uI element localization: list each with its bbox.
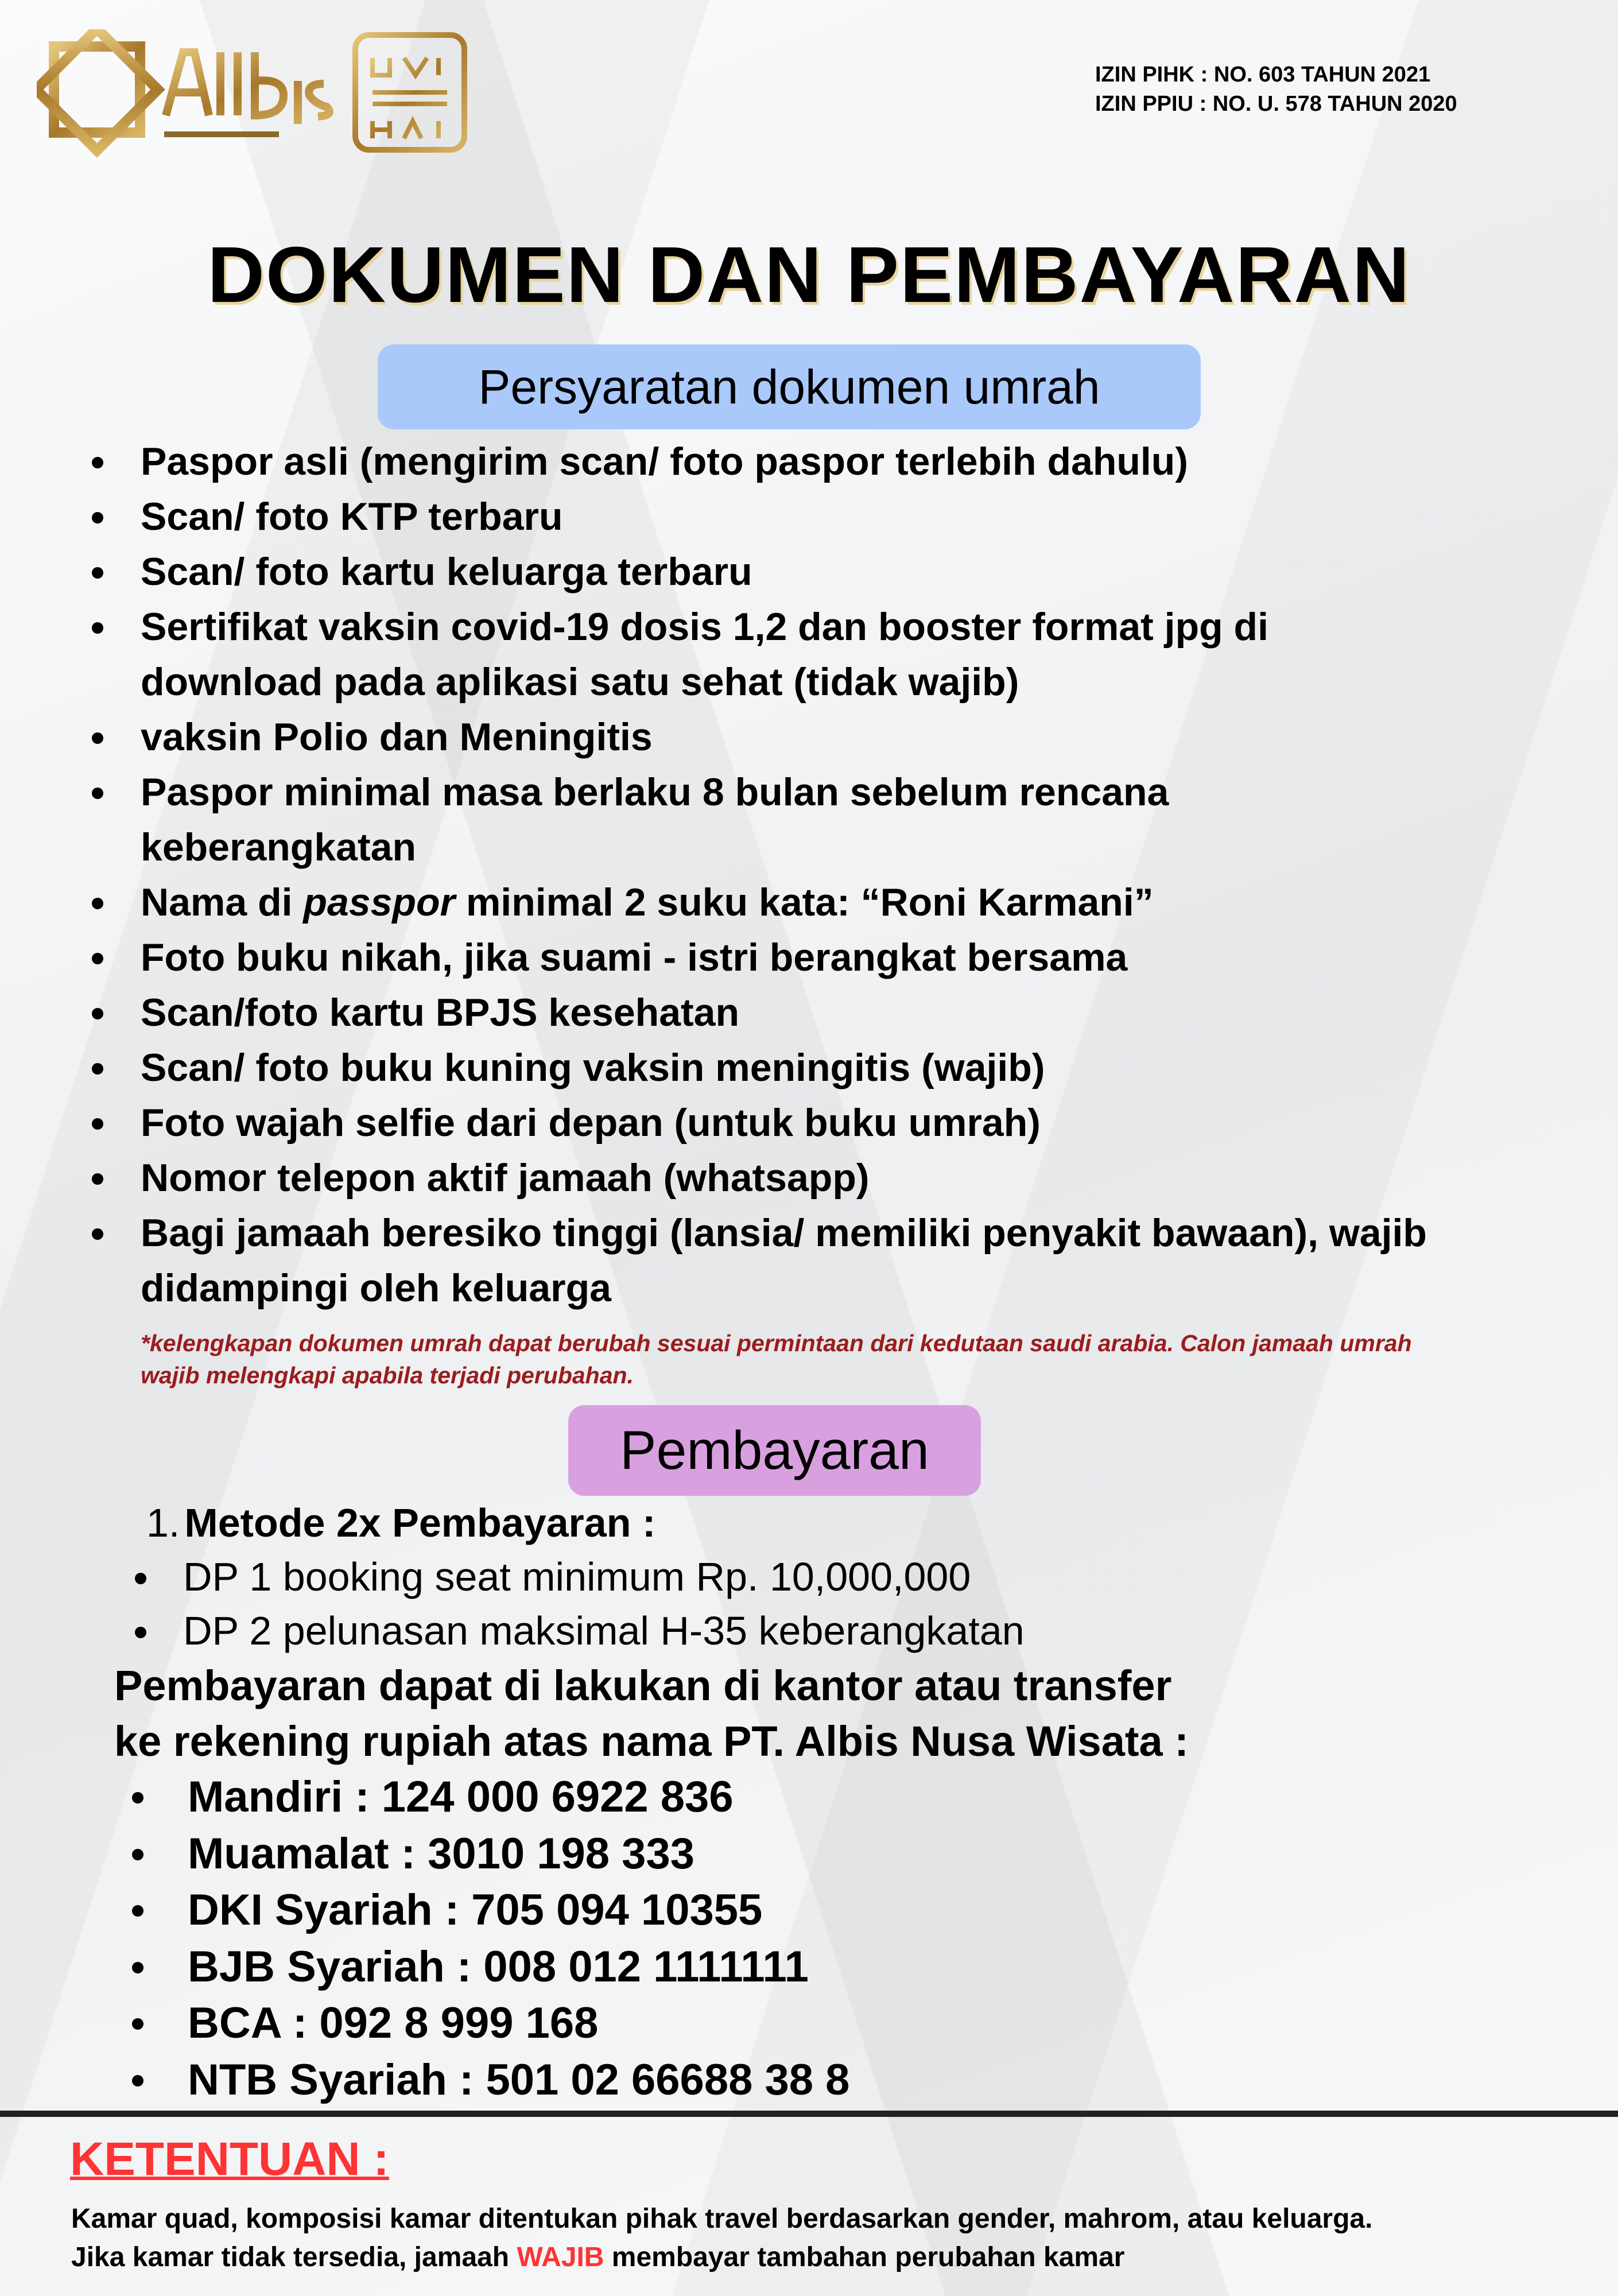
bank-account: Muamalat : 3010 198 333: [132, 1826, 1618, 1883]
umra-and-hajj-logo: [355, 35, 464, 150]
bank-account: DKI Syariah : 705 094 10355: [132, 1882, 1618, 1939]
list-item: Sertifikat vaksin covid-19 dosis 1,2 dan booster format jpg di download pada aplikasi satu sehat (tidak wajib): [92, 599, 1561, 709]
terms-line: [71, 2238, 1598, 2276]
main-content: [0, 434, 1618, 2276]
list-item: Bagi jamaah beresiko tinggi (lansia/ memiliki penyakit bawaan), wajib didampingi oleh keluarga: [92, 1205, 1561, 1316]
bank-account: BCA : 092 8 999 168: [132, 1995, 1618, 2052]
list-item: Paspor asli (mengirim scan/ foto paspor terlebih dahulu): [92, 434, 1561, 489]
list-item: Scan/foto kartu BPJS kesehatan: [92, 985, 1561, 1040]
list-item: Foto wajah selfie dari depan (untuk buku umrah): [92, 1095, 1561, 1150]
list-item: Nomor telepon aktif jamaah (whatsapp): [92, 1150, 1561, 1205]
list-item: DP 1 booking seat minimum Rp. 10,000,000: [135, 1550, 1618, 1604]
terms-heading: KETENTUAN :: [70, 2133, 389, 2185]
list-item: DP 2 pelunasan maksimal H-35 keberangkatan: [135, 1604, 1618, 1658]
wajib-emphasis: WAJIB: [517, 2242, 604, 2272]
license-info: [1095, 60, 1457, 119]
payment-method: [146, 1496, 1618, 1550]
list-item: [92, 875, 1561, 930]
transfer-line: Pembayaran dapat di lakukan di kantor atau transfer: [114, 1662, 1172, 1709]
list-item: Scan/ foto KTP terbaru: [92, 489, 1561, 544]
list-item: vaksin Polio dan Meningitis: [92, 709, 1561, 765]
list-item: Paspor minimal masa berlaku 8 bulan sebelum rencana keberangkatan: [92, 765, 1561, 875]
dp-list: [135, 1550, 1618, 1658]
albis-wordmark: [164, 52, 329, 137]
text: Nama di: [141, 881, 304, 924]
transfer-line: ke rekening rupiah atas nama PT. Albis Nusa Wisata :: [114, 1717, 1189, 1765]
text-italic: passpor: [303, 881, 455, 924]
text: membayar tambahan perubahan kamar: [604, 2242, 1125, 2272]
izin-ppiu: IZIN PPIU : NO. U. 578 TAHUN 2020: [1095, 92, 1457, 116]
text: minimal 2 suku kata: “Roni Karmani”: [455, 881, 1154, 924]
bank-account: NTB Syariah : 501 02 66688 38 8: [132, 2052, 1618, 2109]
payment-heading: Pembayaran: [568, 1405, 981, 1496]
star-emblem-icon: [37, 29, 158, 150]
bank-accounts-list: [132, 1769, 1618, 2108]
list-item: Foto buku nikah, jika suami - istri berangkat bersama: [92, 930, 1561, 985]
method-number: 1.: [146, 1500, 180, 1545]
documents-heading: Persyaratan dokumen umrah: [378, 344, 1201, 429]
page-title: DOKUMEN DAN PEMBAYARAN: [207, 231, 1411, 319]
documents-list: [92, 434, 1561, 1316]
list-item: Scan/ foto kartu keluarga terbaru: [92, 544, 1561, 599]
izin-pihk: IZIN PIHK : NO. 603 TAHUN 2021: [1095, 63, 1431, 87]
bank-account: BJB Syariah : 008 012 1111111: [132, 1939, 1618, 1996]
transfer-info: [114, 1658, 1618, 1769]
divider: [0, 2111, 1618, 2117]
list-item: Scan/ foto buku kuning vaksin meningitis (wajib): [92, 1040, 1561, 1095]
method-label: Metode 2x Pembayaran :: [184, 1500, 656, 1545]
terms-text: [71, 2200, 1598, 2276]
albis-logo-group: [37, 29, 473, 167]
documents-note: *kelengkapan dokumen umrah dapat berubah sesuai permintaan dari kedutaan saudi arabia. Calon jamaah umrah wajib melengkapi apabila terjadi perubahan.: [141, 1330, 1412, 1389]
text: Jika kamar tidak tersedia, jamaah: [71, 2242, 517, 2272]
bank-account: Mandiri : 124 000 6922 836: [132, 1769, 1618, 1826]
terms-line: Kamar quad, komposisi kamar ditentukan pihak travel berdasarkan gender, mahrom, atau keluarga.: [71, 2204, 1373, 2234]
